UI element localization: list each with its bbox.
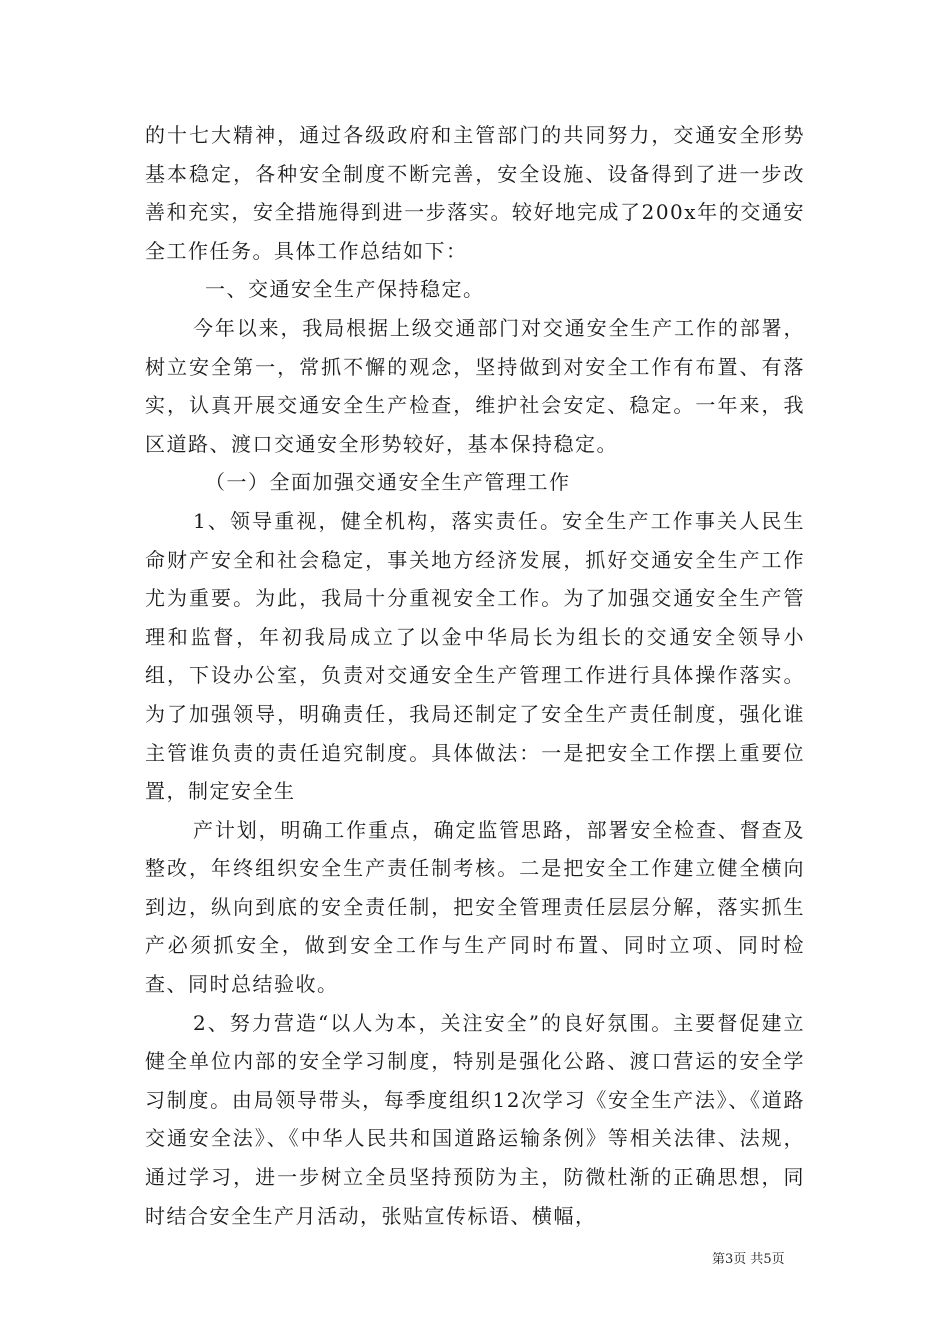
paragraph-item-2: 2、努力营造“以人为本，关注安全”的良好氛围。主要督促建立健全单位内部的安全学习制度，特别是强化公路、渡口营运的安全学习制度。由局领导带头，每季度组织12次学习《安全生产法》、《道路交通安全法》、《中华人民共和国道路运输条例》等相关法律、法规，通过学习，进一步树立全员坚持预防为主，防微杜渐的正确思想，同时结合安全生产月活动，张贴宣传标语、横幅， (145, 1010, 805, 1228)
paragraph-item-1: 1、领导重视，健全机构，落实责任。安全生产工作事关人民生命财产安全和社会稳定，事关地方经济发展，抓好交通安全生产工作尤为重要。为此，我局十分重视安全工作。为了加强交通安全生产管理和监督，年初我局成立了以金中华局长为组长的交通安全领导小组，下设办公室，负责对交通安全生产管理工作进行具体操作落实。为了加强领导，明确责任，我局还制定了安全生产责任制度，强化谁主管谁负责的责任追究制度。具体做法：一是把安全工作摆上重要位置，制定安全生 (145, 508, 805, 804)
document-body (145, 116, 805, 1235)
paragraph-overview: 今年以来，我局根据上级交通部门对交通安全生产工作的部署，树立安全第一，常抓不懈的观念，坚持做到对安全工作有布置、有落实，认真开展交通安全生产检查，维护社会安定、稳定。一年来，我区道路、渡口交通安全形势较好，基本保持稳定。 (145, 315, 805, 456)
paragraph-item-1-continued: 产计划，明确工作重点，确定监管思路，部署安全检查、督查及整改，年终组织安全生产责任制考核。二是把安全工作建立健全横向到边，纵向到底的安全责任制，把安全管理责任层层分解，落实抓生产必须抓安全，做到安全工作与生产同时布置、同时立项、同时检查、同时总结验收。 (145, 817, 805, 997)
paragraph-intro-continued: 的十七大精神，通过各级政府和主管部门的共同努力，交通安全形势基本稳定，各种安全制度不断完善，安全设施、设备得到了进一步改善和充实，安全措施得到进一步落实。较好地完成了200x年的交通安全工作任务。具体工作总结如下： (145, 123, 805, 263)
section-heading-1: 一、交通安全生产保持稳定。 (205, 277, 485, 302)
page-number: 第3页 共5页 (712, 1252, 785, 1267)
subsection-heading-1: （一）全面加强交通安全生产管理工作 (205, 470, 571, 495)
